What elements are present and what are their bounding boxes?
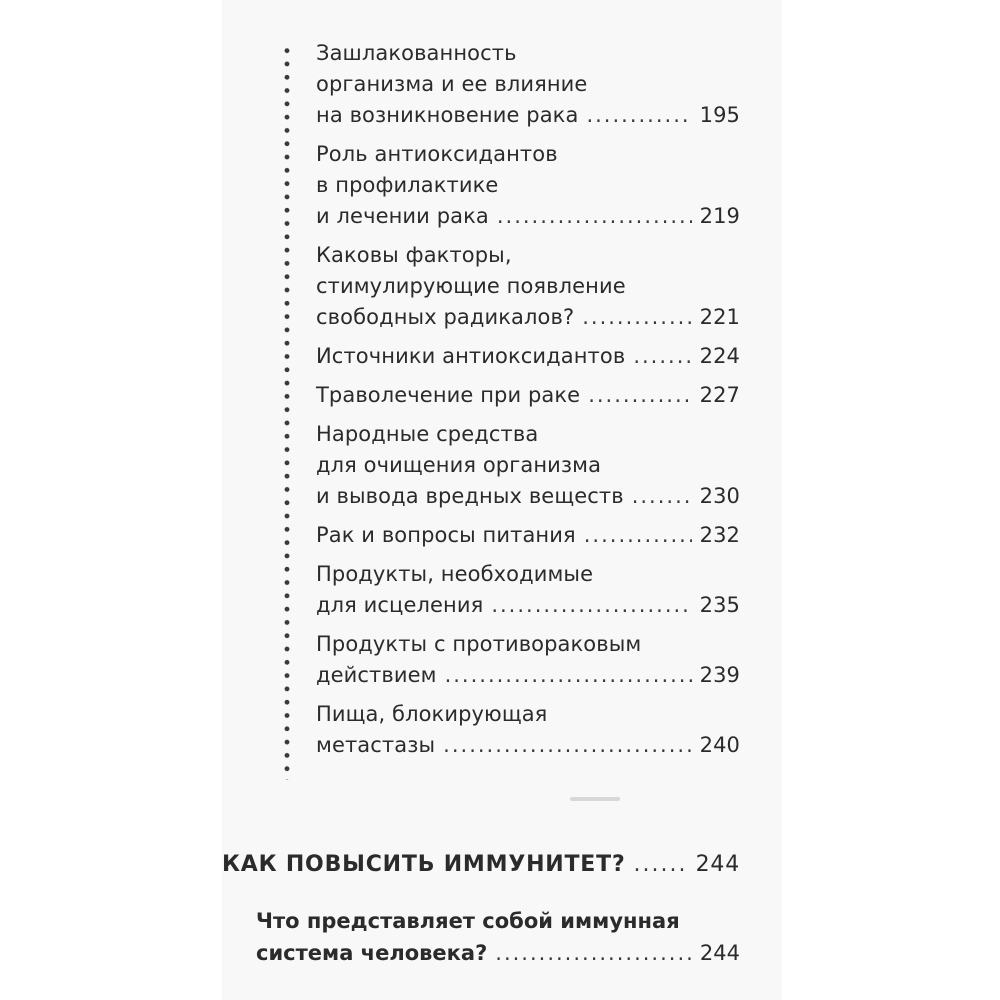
toc-entry-line: Пища, блокирующая — [316, 702, 548, 726]
dot-leader — [634, 852, 688, 877]
toc-entry-line: Каковы факторы, — [316, 243, 512, 267]
toc-entry-line: Что представляет собой иммунная — [256, 909, 680, 933]
toc-entry-line: в профилактике — [316, 173, 499, 197]
page-number: 244 — [699, 941, 740, 965]
page-number: 221 — [699, 305, 740, 329]
toc-entry — [316, 240, 740, 333]
dot-leader — [443, 730, 691, 761]
page-number: 244 — [695, 852, 740, 877]
toc-entry-last-line — [316, 660, 740, 691]
dot-leader — [582, 302, 691, 333]
page-number: 219 — [699, 204, 740, 228]
toc-entry-line: метастазы — [316, 733, 436, 757]
toc-entry-line: действием — [316, 663, 437, 687]
toc-entry — [316, 380, 740, 411]
toc-entry-line: Продукты с противораковым — [316, 632, 642, 656]
dot-leader — [497, 201, 692, 232]
toc-entry-line: стимулирующие появление — [316, 274, 626, 298]
dot-leader — [491, 590, 691, 621]
toc-entry-last-line — [256, 937, 740, 969]
toc-entry — [316, 520, 740, 551]
dot-leader — [586, 100, 691, 131]
toc-entry — [316, 139, 740, 232]
toc-entry — [316, 559, 740, 621]
dot-leader — [495, 937, 692, 969]
toc-entry — [316, 341, 740, 372]
page-number: 235 — [699, 593, 740, 617]
toc-entry-last-line — [316, 201, 740, 232]
dot-leader — [445, 660, 692, 691]
toc-entry-line: Траволечение при раке — [316, 383, 581, 407]
toc-entry-line: и вывода вредных веществ — [316, 484, 624, 508]
toc-entry-last-line — [316, 590, 740, 621]
toc-entry-line: на возникновение рака — [316, 103, 579, 127]
toc-entry-line: организма и ее влияние — [316, 72, 588, 96]
toc-entry-line: свободных радикалов? — [316, 305, 575, 329]
dot-leader — [584, 520, 692, 551]
toc-entry — [316, 629, 740, 691]
toc-entry-last-line — [316, 341, 740, 372]
toc-entry-line: система человека? — [256, 941, 488, 965]
page-number: 195 — [699, 103, 740, 127]
dot-leader — [588, 380, 691, 411]
page-number: 232 — [699, 523, 740, 547]
toc-entry-line: Роль антиоксидантов — [316, 142, 558, 166]
toc-entry-last-line — [316, 100, 740, 131]
toc-entry-last-line — [316, 520, 740, 551]
toc-entry-last-line — [316, 481, 740, 512]
dot-leader — [632, 481, 692, 512]
ink-smudge — [570, 797, 620, 801]
toc-entry — [316, 699, 740, 761]
toc-entry-last-line — [316, 302, 740, 333]
page-number: 230 — [699, 484, 740, 508]
toc-entry-line: Рак и вопросы питания — [316, 523, 576, 547]
toc-entry — [316, 38, 740, 131]
toc-entry-line: и лечении рака — [316, 204, 489, 228]
toc-entry-last-line — [316, 380, 740, 411]
page-number: 224 — [699, 344, 740, 368]
toc-entry-line: Народные средства — [316, 422, 539, 446]
toc-entry — [316, 419, 740, 512]
page-number: 227 — [699, 383, 740, 407]
scan-margin — [0, 0, 222, 1000]
toc-entry-line: Зашлакованность — [316, 41, 517, 65]
toc-entry-line: для очищения организма — [316, 453, 602, 477]
dotted-divider — [283, 44, 291, 780]
toc-entry-bold — [256, 905, 740, 969]
section-title: КАК ПОВЫСИТЬ ИММУНИТЕТ? — [222, 852, 626, 877]
page-number: 240 — [699, 733, 740, 757]
page-number: 239 — [699, 663, 740, 687]
toc-entry-line: Источники антиоксидантов — [316, 344, 626, 368]
toc-entry-last-line — [316, 730, 740, 761]
toc-entry-line: Продукты, необходимые — [316, 562, 594, 586]
section-heading — [222, 852, 740, 877]
table-of-contents — [316, 38, 740, 769]
toc-entry-line: для исцеления — [316, 593, 484, 617]
dot-leader — [633, 341, 691, 372]
